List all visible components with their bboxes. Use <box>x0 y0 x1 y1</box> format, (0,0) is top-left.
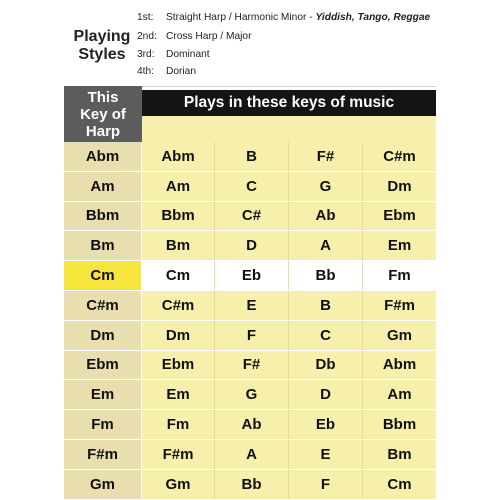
music-key-cell-position-3: G <box>289 172 363 201</box>
harp-key-cell: C#m <box>64 291 142 320</box>
music-key-cell-position-2: Ab <box>215 410 289 439</box>
music-key-cell-position-4: C#m <box>363 142 436 171</box>
style-ordinal: 4th: <box>137 66 154 77</box>
music-key-cell-position-1: F#m <box>142 440 215 469</box>
table-row <box>64 291 436 321</box>
style-row-3rd <box>137 49 210 60</box>
music-key-cell-position-2: C <box>215 172 289 201</box>
music-key-cell-position-1: Bm <box>142 231 215 260</box>
harp-key-chart <box>64 0 436 500</box>
music-key-cell-position-1: Ebm <box>142 351 215 380</box>
music-key-cell-position-1: Cm <box>142 261 215 290</box>
music-key-cell-position-4: Ebm <box>363 202 436 231</box>
music-key-cell-position-2: C# <box>215 202 289 231</box>
music-key-cell-position-2: Bb <box>215 470 289 499</box>
table-row <box>64 172 436 202</box>
harp-key-cell: Em <box>64 380 142 409</box>
harp-key-cell: Bbm <box>64 202 142 231</box>
style-ordinal: 1st: <box>137 12 154 23</box>
music-key-cell-position-3: F <box>289 470 363 499</box>
style-ordinal: 3rd: <box>137 49 155 60</box>
harp-key-cell: Bm <box>64 231 142 260</box>
music-key-cell-position-2: B <box>215 142 289 171</box>
music-key-cell-position-3: A <box>289 231 363 260</box>
key-table <box>64 142 436 500</box>
harp-key-cell: Gm <box>64 470 142 499</box>
table-row <box>64 440 436 470</box>
music-key-cell-position-4: Em <box>363 231 436 260</box>
table-row <box>64 380 436 410</box>
music-key-cell-position-2: F <box>215 321 289 350</box>
music-key-cell-position-1: Abm <box>142 142 215 171</box>
music-key-cell-position-3: Bb <box>289 261 363 290</box>
style-row-4th <box>137 66 196 77</box>
music-key-cell-position-2: D <box>215 231 289 260</box>
style-row-2nd <box>137 31 251 42</box>
table-row <box>64 142 436 172</box>
music-key-cell-position-2: E <box>215 291 289 320</box>
style-name: Dorian <box>166 66 197 77</box>
music-key-cell-position-1: Bbm <box>142 202 215 231</box>
legend-title <box>70 28 134 64</box>
music-keys-header: Plays in these keys of music <box>142 90 436 116</box>
harp-header-line: This <box>87 88 119 106</box>
table-row <box>64 231 436 261</box>
harp-key-cell: F#m <box>64 440 142 469</box>
table-row <box>64 321 436 351</box>
table-row <box>64 410 436 440</box>
music-key-cell-position-3: Ab <box>289 202 363 231</box>
harp-key-cell: Abm <box>64 142 142 171</box>
playing-styles-legend <box>64 0 436 87</box>
music-key-cell-position-1: Em <box>142 380 215 409</box>
style-name: Straight Harp / Harmonic Minor <box>166 12 307 23</box>
music-key-cell-position-3: D <box>289 380 363 409</box>
style-name: Dominant <box>166 49 210 60</box>
music-key-cell-position-4: Am <box>363 380 436 409</box>
table-row <box>64 202 436 232</box>
table-header <box>64 86 436 142</box>
legend-title-line: Styles <box>78 46 126 63</box>
music-key-cell-position-3: Db <box>289 351 363 380</box>
harp-key-cell: Dm <box>64 321 142 350</box>
harp-key-cell: Cm <box>64 261 142 290</box>
harp-key-cell: Fm <box>64 410 142 439</box>
music-key-cell-position-2: F# <box>215 351 289 380</box>
style-ordinal: 2nd: <box>137 31 157 42</box>
music-key-cell-position-3: C <box>289 321 363 350</box>
harp-header-line: Key of <box>80 105 126 123</box>
table-row <box>64 261 436 291</box>
table-row <box>64 470 436 500</box>
music-key-cell-position-4: Cm <box>363 470 436 499</box>
music-key-cell-position-3: Eb <box>289 410 363 439</box>
music-key-cell-position-2: G <box>215 380 289 409</box>
harp-key-column-header <box>64 86 142 142</box>
music-key-cell-position-4: Gm <box>363 321 436 350</box>
style-name: Cross Harp / Major <box>166 31 252 42</box>
music-key-cell-position-3: B <box>289 291 363 320</box>
music-key-cell-position-3: F# <box>289 142 363 171</box>
music-key-cell-position-2: Eb <box>215 261 289 290</box>
music-key-cell-position-1: Am <box>142 172 215 201</box>
harp-header-line: Harp <box>85 122 121 140</box>
music-key-cell-position-4: Dm <box>363 172 436 201</box>
harp-key-cell: Ebm <box>64 351 142 380</box>
music-key-cell-position-1: Gm <box>142 470 215 499</box>
music-key-cell-position-1: Fm <box>142 410 215 439</box>
music-key-cell-position-4: Bbm <box>363 410 436 439</box>
music-key-cell-position-4: Fm <box>363 261 436 290</box>
music-key-cell-position-1: Dm <box>142 321 215 350</box>
music-key-cell-position-4: Abm <box>363 351 436 380</box>
music-key-cell-position-4: Bm <box>363 440 436 469</box>
music-key-cell-position-1: C#m <box>142 291 215 320</box>
style-row-1st <box>137 12 430 23</box>
music-key-cell-position-2: A <box>215 440 289 469</box>
table-row <box>64 351 436 381</box>
harp-key-cell: Am <box>64 172 142 201</box>
music-keys-subheader <box>142 116 436 142</box>
music-key-cell-position-3: E <box>289 440 363 469</box>
style-separator: - <box>306 12 316 23</box>
style-genres: Yiddish, Tango, Reggae <box>315 12 431 23</box>
legend-title-line: Playing <box>73 28 131 45</box>
music-key-cell-position-4: F#m <box>363 291 436 320</box>
